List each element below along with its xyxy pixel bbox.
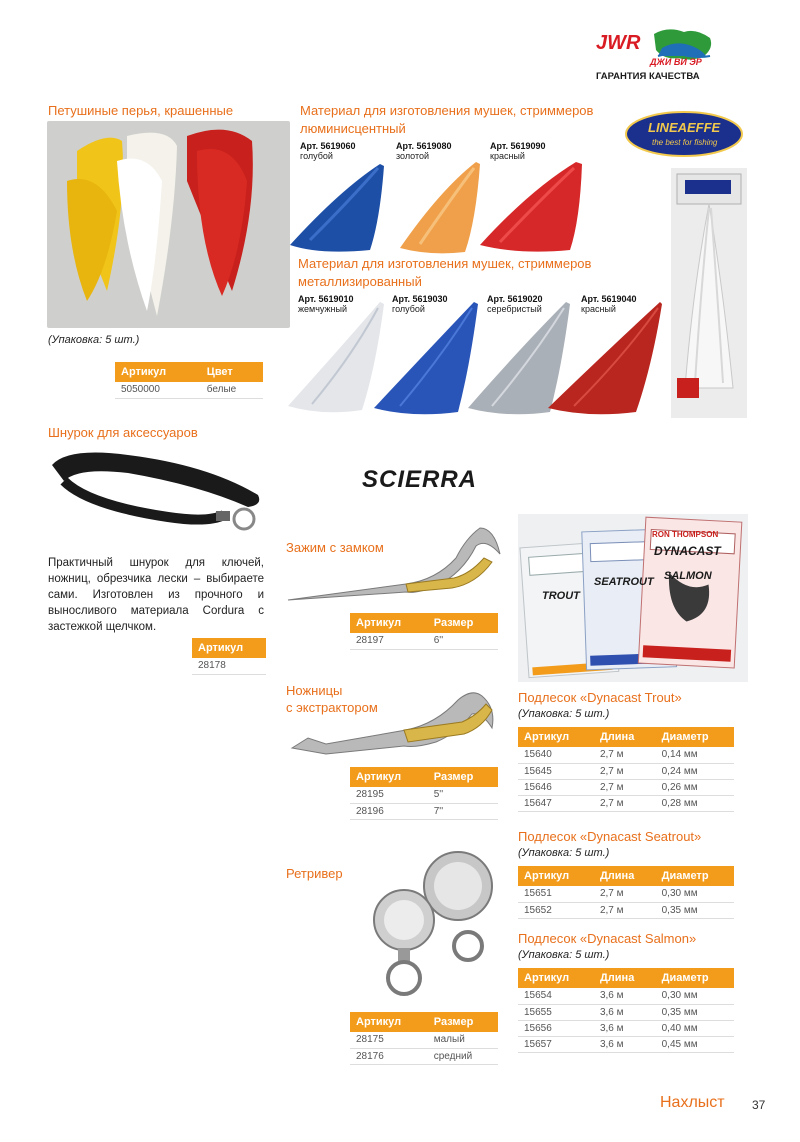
table-row (350, 787, 498, 803)
cell-length: 3,6 м (594, 988, 656, 1004)
lumi-item-2 (396, 141, 452, 161)
table-row (518, 886, 734, 902)
retriever-title: Ретривер (286, 866, 343, 881)
lanyard-image (48, 445, 270, 545)
scissors-title-2: с экстрактором (286, 700, 378, 715)
cell-article: 28176 (350, 1048, 428, 1064)
header-diameter: Диаметр (656, 866, 734, 886)
header-size: Размер (428, 767, 498, 787)
item-color: красный (490, 151, 525, 161)
cell-length: 2,7 м (594, 902, 656, 918)
cell-length: 3,6 м (594, 1004, 656, 1020)
table-row (192, 658, 266, 674)
salmon-table (518, 968, 734, 1053)
table-row (518, 902, 734, 918)
cell-article: 28175 (350, 1032, 428, 1048)
header-article: Артикул (518, 866, 594, 886)
header-article: Артикул (115, 362, 201, 382)
table-row (518, 1020, 734, 1036)
item-color: серебристый (487, 304, 542, 314)
item-color: красный (581, 304, 616, 314)
table-row (350, 633, 498, 649)
cell-size: 5'' (428, 787, 498, 803)
trout-pack: (Упаковка: 5 шт.) (518, 708, 610, 720)
table-row (518, 795, 734, 811)
lumi-strands-image (280, 160, 610, 260)
item-color: золотой (396, 151, 430, 161)
item-code: Арт. 5619020 (487, 294, 543, 304)
header-article: Артикул (350, 613, 428, 633)
header-article: Артикул (350, 1012, 428, 1032)
cell-diameter: 0,24 мм (656, 763, 734, 779)
scissors-image (286, 686, 500, 766)
cell-length: 2,7 м (594, 886, 656, 902)
dynacast-product: DYNACAST (654, 544, 721, 558)
cell-article: 15645 (518, 763, 594, 779)
jwr-ru-name: ДЖИ ВИ ЭР (650, 57, 702, 67)
header-article: Артикул (350, 767, 428, 787)
lanyard-title: Шнурок для аксессуаров (48, 425, 198, 440)
dynacast-name-salmon: SALMON (664, 570, 712, 582)
header-diameter: Диаметр (656, 727, 734, 747)
trout-table (518, 727, 734, 812)
cell-length: 2,7 м (594, 779, 656, 795)
cell-article: 15657 (518, 1036, 594, 1052)
item-code: Арт. 5619080 (396, 141, 452, 151)
cell-diameter: 0,30 мм (656, 988, 734, 1004)
cell-length: 2,7 м (594, 747, 656, 763)
cell-diameter: 0,35 мм (656, 902, 734, 918)
salmon-title: Подлесок «Dynacast Salmon» (518, 931, 697, 946)
lumi-item-1 (300, 141, 356, 161)
cell-length: 2,7 м (594, 763, 656, 779)
dynacast-name-seatrout: SEATROUT (594, 576, 654, 588)
cell-diameter: 0,45 мм (656, 1036, 734, 1052)
cell-diameter: 0,14 мм (656, 747, 734, 763)
cell-length: 2,7 м (594, 795, 656, 811)
table-row (115, 382, 263, 398)
header-length: Длина (594, 968, 656, 988)
table-row (518, 1036, 734, 1052)
jwr-slogan: ГАРАНТИЯ КАЧЕСТВА (596, 71, 700, 82)
header-diameter: Диаметр (656, 968, 734, 988)
cell-size: малый (428, 1032, 498, 1048)
dynacast-brand: RON THOMPSON (652, 530, 719, 539)
table-row (518, 779, 734, 795)
cell-length: 3,6 м (594, 1036, 656, 1052)
table-row (350, 803, 498, 819)
header-article: Артикул (192, 638, 266, 658)
lanyard-description: Практичный шнурок для ключей, ножниц, обрезчика лески – выбираете сами. Изготовлен из прочного и выносливого материала Cordura с застежкой щелчком. (48, 557, 264, 633)
lumi-title-1: Материал для изготовления мушек, стриммеров (300, 103, 594, 118)
trout-title: Подлесок «Dynacast Trout» (518, 690, 682, 705)
salmon-pack: (Упаковка: 5 шт.) (518, 949, 610, 961)
retriever-image (364, 846, 504, 1006)
item-code: Арт. 5619040 (581, 294, 637, 304)
table-row (518, 747, 734, 763)
retriever-table (350, 1012, 498, 1065)
header-size: Размер (428, 613, 498, 633)
table-row (518, 988, 734, 1004)
cell-color: белые (201, 382, 263, 398)
cell-article: 15640 (518, 747, 594, 763)
header-length: Длина (594, 727, 656, 747)
lumi-title-2: люминисцентный (300, 121, 406, 136)
metal-strands-image (282, 296, 664, 420)
table-row (518, 1004, 734, 1020)
feathers-pack: (Упаковка: 5 шт.) (48, 334, 140, 346)
lumi-item-3 (490, 141, 546, 161)
feathers-title: Петушиные перья, крашенные (48, 103, 234, 118)
cell-article: 15651 (518, 886, 594, 902)
cell-article: 15656 (518, 1020, 594, 1036)
clamp-image (286, 518, 506, 610)
seatrout-table (518, 866, 734, 919)
cell-size: 6'' (428, 633, 498, 649)
dynacast-name-trout: TROUT (542, 590, 580, 602)
packaged-material-image (671, 168, 747, 418)
lineaeffe-name: LINEAEFFE (648, 120, 721, 135)
cell-diameter: 0,26 мм (656, 779, 734, 795)
feathers-table (115, 362, 263, 399)
header-length: Длина (594, 866, 656, 886)
scissors-table (350, 767, 498, 820)
cell-article: 15646 (518, 779, 594, 795)
seatrout-pack: (Упаковка: 5 шт.) (518, 847, 610, 859)
clamp-title: Зажим с замком (286, 540, 384, 555)
header-article: Артикул (518, 727, 594, 747)
item-color: голубой (300, 151, 333, 161)
feathers-image (47, 121, 290, 328)
cell-article: 15655 (518, 1004, 594, 1020)
table-row (350, 1032, 498, 1048)
cell-diameter: 0,30 мм (656, 886, 734, 902)
cell-article: 15652 (518, 902, 594, 918)
lanyard-table (192, 638, 266, 675)
metal-title-1: Материал для изготовления мушек, стриммеров (298, 256, 592, 271)
footer-section: Нахлыст (660, 1094, 725, 1111)
lineaeffe-tagline: the best for fishing (652, 138, 718, 147)
cell-article: 5050000 (115, 382, 201, 398)
clamp-table (350, 613, 498, 650)
item-color: жемчужный (298, 304, 347, 314)
item-code: Арт. 5619010 (298, 294, 354, 304)
cell-article: 28196 (350, 803, 428, 819)
cell-size: средний (428, 1048, 498, 1064)
seatrout-title: Подлесок «Dynacast Seatrout» (518, 829, 702, 844)
jwr-name: JWR (596, 32, 641, 54)
cell-size: 7'' (428, 803, 498, 819)
cell-article: 15654 (518, 988, 594, 1004)
cell-article: 28178 (192, 658, 266, 674)
cell-article: 28197 (350, 633, 428, 649)
item-code: Арт. 5619090 (490, 141, 546, 151)
cell-article: 15647 (518, 795, 594, 811)
cell-article: 28195 (350, 787, 428, 803)
item-code: Арт. 5619060 (300, 141, 356, 151)
table-row (350, 1048, 498, 1064)
table-row (518, 763, 734, 779)
header-article: Артикул (518, 968, 594, 988)
cell-diameter: 0,28 мм (656, 795, 734, 811)
cell-diameter: 0,35 мм (656, 1004, 734, 1020)
item-color: голубой (392, 304, 425, 314)
metal-title-2: металлизированный (298, 274, 422, 289)
scissors-title-1: Ножницы (286, 683, 343, 698)
header-color: Цвет (201, 362, 263, 382)
scierra-logo: SCIERRA (362, 466, 478, 493)
header-size: Размер (428, 1012, 498, 1032)
cell-diameter: 0,40 мм (656, 1020, 734, 1036)
cell-length: 3,6 м (594, 1020, 656, 1036)
item-code: Арт. 5619030 (392, 294, 448, 304)
footer-page-number: 37 (752, 1098, 766, 1112)
